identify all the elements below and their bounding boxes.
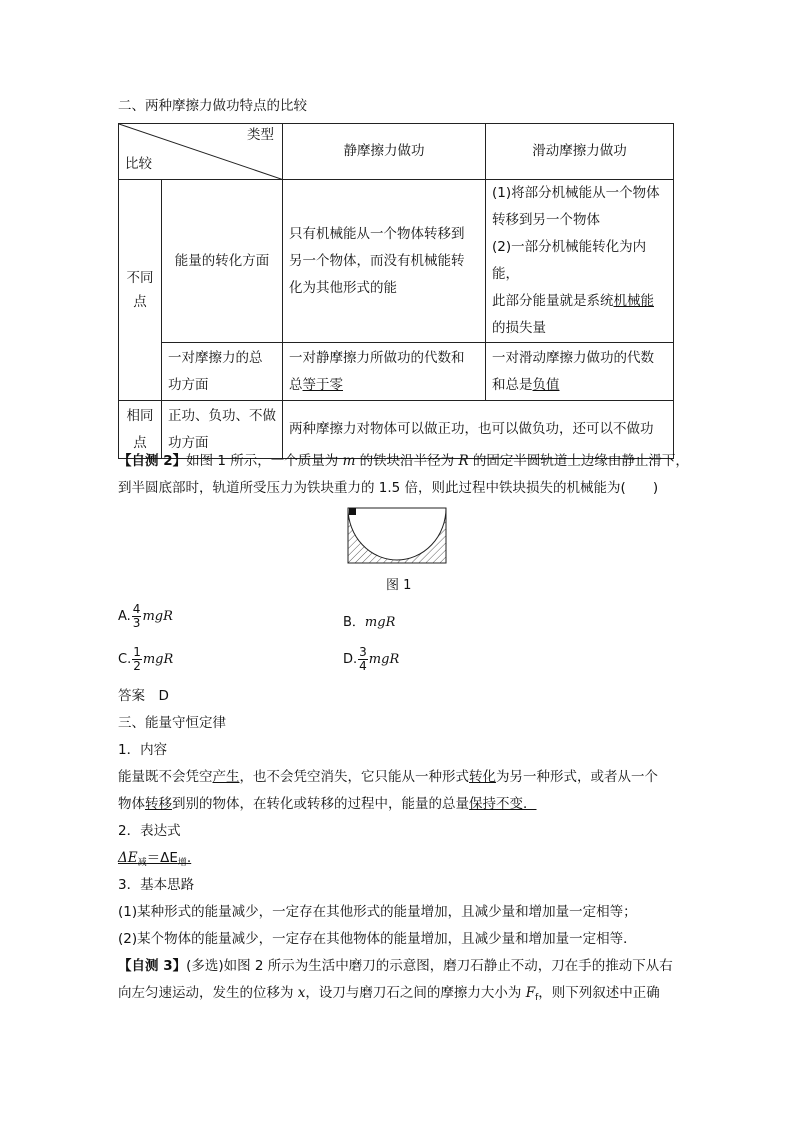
figure-1-track: [347, 507, 447, 564]
row2-static: 一对静摩擦力所做功的代数和 总等于零: [283, 343, 486, 401]
section3-sub2: 2．表达式: [118, 823, 181, 839]
option-a: A. $\frac{4}{3}$ mgR: [118, 602, 173, 630]
header-type: 类型: [247, 127, 274, 143]
header-compare: 比较: [125, 156, 152, 172]
q2-answer: 答案 D: [118, 688, 169, 704]
iron-block: [349, 508, 356, 515]
section3-heading: 三、能量守恒定律: [118, 715, 226, 731]
header-sliding: 滑动摩擦力做功: [486, 124, 674, 180]
q3-line1: 【自测 3】(多选)如图 2 所示为生活中磨刀的示意图，磨刀石静止不动，刀在手的推动下从右: [118, 958, 673, 974]
row1-sliding: (1)将部分机械能从一个物体 转移到另一个物体 (2)一部分机械能转化为内能， 此部分能量就是系统机械能 的损失量: [486, 180, 674, 343]
q3-line2: 向左匀速运动，发生的位移为 x，设刀与磨刀石之间的摩擦力大小为 $F_f$，则下列叙述中正确: [118, 985, 660, 1003]
row3-label: 正功、负功、不做 功方面: [162, 401, 283, 459]
figure-1-caption: 图 1: [386, 578, 412, 593]
section3-sub3: 3．基本思路: [118, 877, 195, 893]
section3-idea1: (1)某种形式的能量减少，一定存在其他形式的能量增加，且减少量和增加量一定相等；: [118, 904, 637, 920]
header-static: 静摩擦力做功: [283, 124, 486, 180]
section3-content-line1: 能量既不会凭空产生，也不会凭空消失，它只能从一种形式转化为另一种形式，或者从一个: [118, 769, 658, 785]
diff-label: 不同 点: [119, 180, 162, 401]
q2-line1: 【自测 2】如图 1 所示，一个质量为 m 的铁块沿半径为 R 的固定半圆轨道上边缘由静止滑下，: [118, 453, 689, 469]
option-d: D. $\frac{3}{4}$ mgR: [343, 645, 400, 673]
section3-content-line2: 物体转移到别的物体，在转化或转移的过程中，能量的总量保持不变．: [118, 796, 537, 812]
section2-heading: 二、两种摩擦力做功特点的比较: [118, 98, 307, 114]
section3-sub1: 1．内容: [118, 742, 168, 758]
row1-static: 只有机械能从一个物体转移到 另一个物体，而没有机械能转 化为其他形式的能: [283, 180, 486, 343]
comparison-table: [118, 123, 674, 459]
q2-line2: 到半圆底部时，轨道所受压力为铁块重力的 1.5 倍，则此过程中铁块损失的机械能为( ): [118, 480, 659, 496]
row2-label: 一对摩擦力的总 功方面: [162, 343, 283, 401]
option-b: B．mgR: [343, 615, 396, 630]
row3-content: 两种摩擦力对物体可以做正功，也可以做负功，还可以不做功: [283, 401, 674, 459]
row2-sliding: 一对滑动摩擦力做功的代数 和总是负值: [486, 343, 674, 401]
section3-expression: $\Delta E_减=\Delta E_增$.: [118, 850, 192, 868]
row1-label: 能量的转化方面: [162, 180, 283, 343]
section3-idea2: (2)某个物体的能量减少，一定存在其他物体的能量增加，且减少量和增加量一定相等．: [118, 931, 637, 947]
option-c: C. $\frac{1}{2}$ mgR: [118, 645, 174, 673]
same-label: 相同 点: [119, 401, 162, 459]
table-corner-cell: [119, 124, 283, 180]
